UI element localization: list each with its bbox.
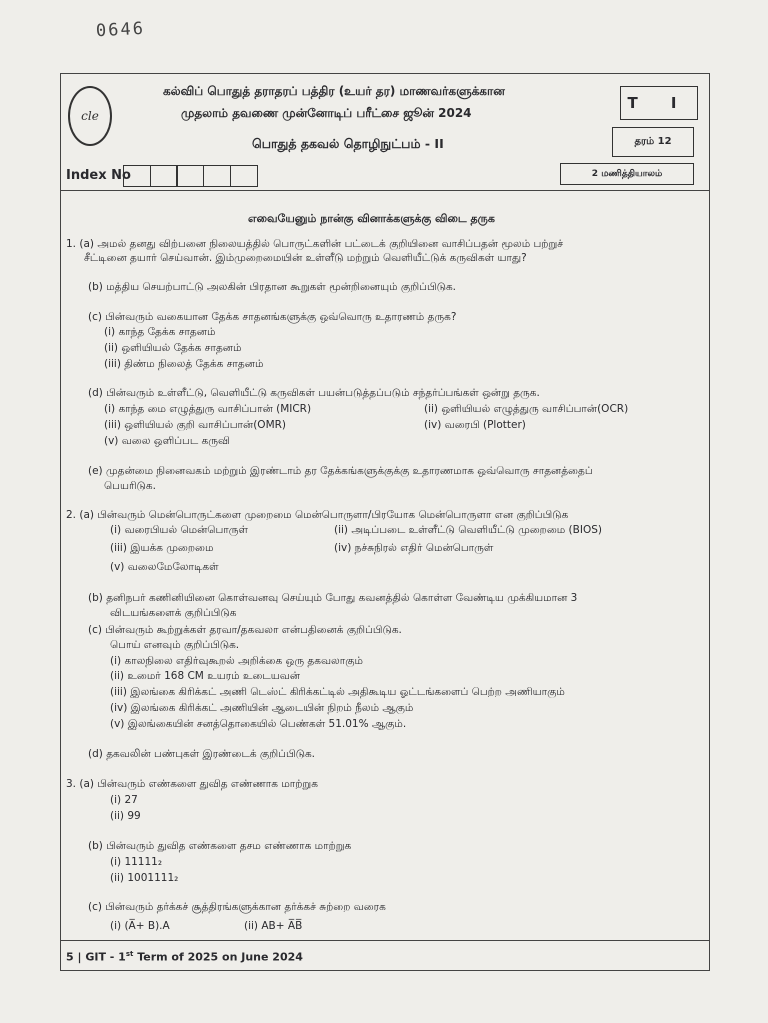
q1a-line2: சீட்டினை தயார் செய்வான். இம்முறைமையின் உள்ளீடு மற்றும் வெளியீட்டுக் கருவிகள் யாது? bbox=[84, 252, 527, 264]
footer-sup: st bbox=[125, 950, 134, 958]
q1d-v: (v) வலை ஒளிப்பட கருவி bbox=[104, 435, 230, 447]
duration-box: 2 மணித்தியாலம் bbox=[560, 163, 694, 185]
index-cell[interactable] bbox=[150, 165, 178, 187]
q3b: (b) பின்வரும் துவித எண்களை தசம எண்ணாக மாற்றுக bbox=[88, 840, 352, 852]
index-cell[interactable] bbox=[123, 165, 151, 187]
q3c: (c) பின்வரும் தர்க்கச் சூத்திரங்களுக்கான தர்க்கச் சுற்றை வரைக bbox=[88, 901, 386, 913]
q2a-ii: (ii) அடிப்படை உள்ளீட்டு வெளியீட்டு முறைமை (BIOS) bbox=[334, 524, 602, 536]
paper-code-box: T I bbox=[620, 86, 698, 120]
q2c-iii: (iii) இலங்கை கிரிக்கட் அணி டெஸ்ட் கிரிக்கட்டில் அதிகூடிய ஓட்டங்களைப் பெற்ற அணியாகும் bbox=[110, 686, 565, 698]
header-line-2: முதலாம் தவணை முன்னோடிப் பரீட்சை ஜூன் 2024 bbox=[181, 106, 472, 120]
grade-box: தரம் 12 bbox=[612, 127, 694, 157]
q1c: (c) பின்வரும் வகையான தேக்க சாதனங்களுக்கு ஒவ்வொரு உதாரணம் தருக? bbox=[88, 311, 457, 323]
q2d: (d) தகவலின் பண்புகள் இரண்டைக் குறிப்பிடுக. bbox=[88, 748, 315, 760]
q3a: 3. (a) பின்வரும் எண்களை துவித எண்ணாக மாற்றுக bbox=[66, 778, 318, 790]
q1c-iii: (iii) திண்ம நிலைத் தேக்க சாதனம் bbox=[104, 358, 264, 370]
q1b: (b) மத்திய செயற்பாட்டு அலகின் பிரதான கூறுகள் மூன்றினையும் குறிப்பிடுக. bbox=[88, 281, 456, 293]
q2b-line1: (b) தனிநபர் கணினியினை கொள்வனவு செய்யும் போது கவனத்தில் கொள்ள வேண்டிய முக்கியமான 3 bbox=[88, 592, 578, 604]
exam-logo-icon: cle bbox=[68, 86, 112, 146]
q2c: (c) பின்வரும் கூற்றுக்கள் தரவா/தகவலா என்பதினைக் குறிப்பிடுக. bbox=[88, 624, 402, 636]
paper-frame bbox=[60, 73, 710, 971]
index-cell[interactable] bbox=[203, 165, 231, 187]
q2c-v: (v) இலங்கையின் சனத்தொகையில் பெண்கள் 51.01% ஆகும். bbox=[110, 718, 407, 730]
q2a-iv: (iv) நச்சுநிரல் எதிர் மென்பொருள் bbox=[334, 542, 494, 554]
footer-rest: Term of 2025 on June 2024 bbox=[133, 950, 303, 964]
q2a-i: (i) வரைபியல் மென்பொருள் bbox=[110, 524, 248, 536]
q1c-ii: (ii) ஒளியியல் தேக்க சாதனம் bbox=[104, 342, 242, 354]
header-divider bbox=[60, 190, 710, 191]
q3b-ii: (ii) 1001111₂ bbox=[110, 872, 179, 884]
q3c-i: (i) (A̅+ B).A bbox=[110, 920, 170, 932]
subject-title: பொதுத் தகவல் தொழிநுட்பம் - II bbox=[252, 136, 444, 151]
q2c-iv: (iv) இலங்கை கிரிக்கட் அணியின் ஆடையின் நிறம் நீலம் ஆகும் bbox=[110, 702, 414, 714]
q3b-i: (i) 11111₂ bbox=[110, 856, 163, 868]
q1e-line1: (e) முதன்மை நினைவகம் மற்றும் இரண்டாம் தர தேக்கங்களுக்குக்கு உதாரணமாக ஒவ்வொரு சாதனத்தைப் bbox=[88, 465, 593, 477]
q2a-v: (v) வலைமேலோடிகள் bbox=[110, 561, 219, 573]
q3c-ii: (ii) AB+ A̅B̅ bbox=[244, 920, 303, 932]
q1a-line1: 1. (a) அமல் தனது விற்பனை நிலையத்தில் பொருட்களின் பட்டைக் குறியினை வாசிப்பதன் மூலம் பற்றுச் bbox=[66, 238, 564, 250]
q2c-ii: (ii) உமைர் 168 CM உயரம் உடையவன் bbox=[110, 670, 300, 682]
q1d-iv: (iv) வரைபி (Plotter) bbox=[424, 419, 526, 431]
q1c-i: (i) காந்த தேக்க சாதனம் bbox=[104, 326, 216, 338]
instruction: எவையேனும் நான்கு வினாக்களுக்கு விடை தருக bbox=[248, 212, 495, 225]
q2b-line2: விடயங்களைக் குறிப்பிடுக bbox=[110, 607, 237, 619]
serial-number: 0646 bbox=[95, 18, 146, 42]
q2c-i: (i) காலநிலை எதிர்வுகூறல் அறிக்கை ஒரு தகவலாகும் bbox=[110, 655, 363, 667]
footer-divider bbox=[60, 940, 710, 941]
q2c-note: பொய் எனவும் குறிப்பிடுக. bbox=[110, 639, 240, 651]
q2a-iii: (iii) இயக்க முறைமை bbox=[110, 542, 214, 554]
index-cell[interactable] bbox=[176, 165, 204, 187]
footer-label bbox=[66, 950, 303, 964]
q1d-ii: (ii) ஒளியியல் எழுத்துரு வாசிப்பான்(OCR) bbox=[424, 403, 629, 415]
q3a-i: (i) 27 bbox=[110, 794, 138, 806]
q1d-i: (i) காந்த மை எழுத்துரு வாசிப்பான் (MICR) bbox=[104, 403, 312, 415]
q1d-iii: (iii) ஒளியியல் குறி வாசிப்பான்(OMR) bbox=[104, 419, 287, 431]
index-label: Index No bbox=[66, 168, 131, 183]
q1d: (d) பின்வரும் உள்ளீட்டு, வெளியீட்டு கருவிகள் பயன்படுத்தப்படும் சந்தர்ப்பங்கள் ஒன்று தருக. bbox=[88, 387, 540, 399]
q1e-line2: பெயரிடுக. bbox=[104, 480, 156, 492]
index-number-cells[interactable] bbox=[124, 165, 258, 187]
index-cell[interactable] bbox=[230, 165, 258, 187]
q2a: 2. (a) பின்வரும் மென்பொருட்களை முறைமை மென்பொருளா/பிரயோக மென்பொருளா என குறிப்பிடுக bbox=[66, 509, 569, 521]
q3a-ii: (ii) 99 bbox=[110, 810, 141, 822]
header-line-1: கல்விப் பொதுத் தராதரப் பத்திர (உயர் தர) மாணவர்களுக்கான bbox=[163, 84, 505, 98]
footer-page: 5 | GIT - 1 bbox=[66, 950, 126, 964]
